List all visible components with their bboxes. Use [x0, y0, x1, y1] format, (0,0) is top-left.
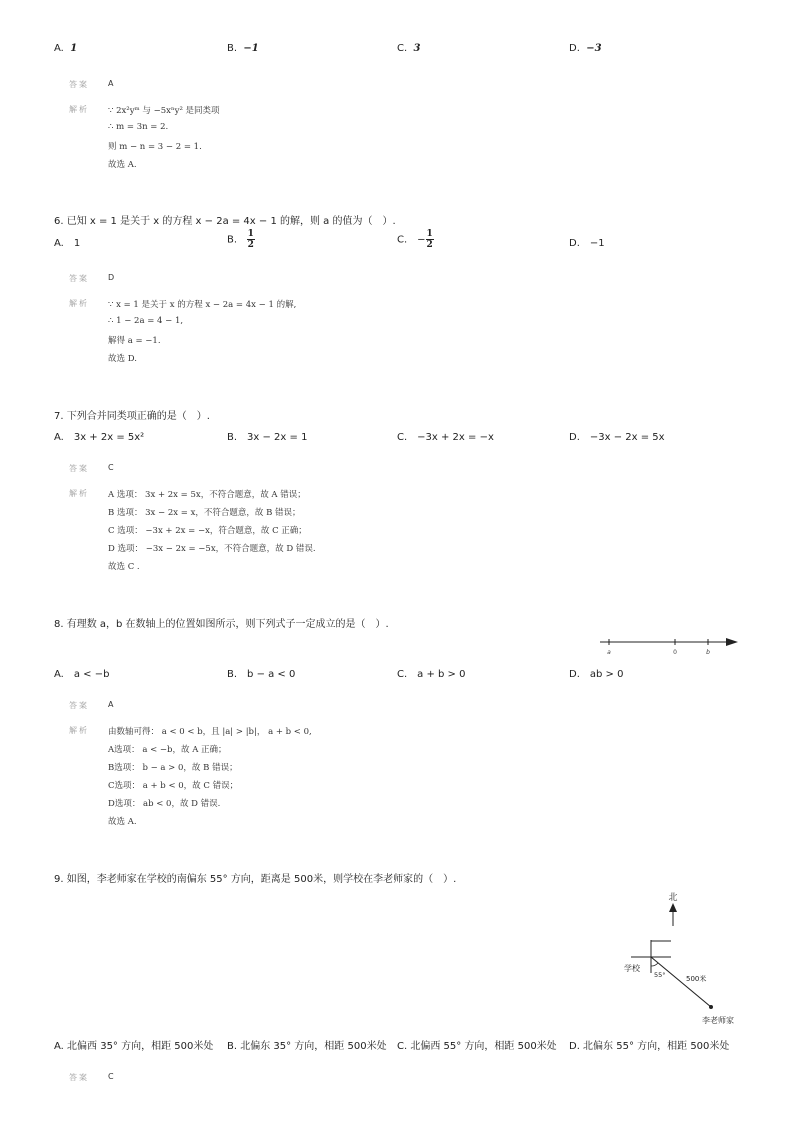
north-label: 北 [668, 893, 678, 903]
q6-answer-label: 答案 [69, 274, 89, 283]
q6-option-a: A. 1 [54, 238, 81, 249]
q7-answer-label: 答案 [69, 464, 89, 473]
q7-question: 7. 下列合并同类项正确的是（ ）. [54, 411, 210, 422]
q6-option-c-fraction: $\frac{1}{2}$ [426, 229, 433, 250]
q7-analysis-line: 故选 C . [108, 562, 140, 572]
q5-analysis-line: ∴ m = 3n = 2. [108, 122, 169, 132]
q5-option-d: D. −3 [569, 43, 602, 54]
q5-option-c: C. 3 [397, 43, 421, 54]
q9-option-c: C. 北偏西 55° 方向，相距 500米处 [397, 1041, 557, 1052]
q6-option-b: B. $\frac{1}{2}$ [227, 229, 254, 250]
q6-answer: D [108, 273, 115, 282]
q5-option-b: B. −1 [227, 43, 259, 54]
q6-question: 6. 已知 x = 1 是关于 x 的方程 x − 2a = 4x − 1 的解，则 a 的值为（ ）. [54, 216, 396, 227]
number-line-label-zero: 0 [673, 649, 677, 656]
q8-question: 8. 有理数 a，b 在数轴上的位置如图所示，则下列式子一定成立的是（ ）. [54, 619, 389, 630]
number-line-label-b: b [706, 649, 710, 656]
q9-question: 9. 如图，李老师家在学校的南偏东 55° 方向，距离是 500米，则学校在李老师家的（ ）. [54, 874, 457, 885]
q7-analysis-line: A 选项： 3x + 2x = 5x，不符合题意，故 A 错误； [108, 490, 306, 500]
q6-analysis-line: ∵ x = 1 是关于 x 的方程 x − 2a = 4x − 1 的解, [108, 300, 297, 310]
q8-option-a: A. a < −b [54, 669, 110, 680]
q7-option-a: A. 3x + 2x = 5x² [54, 432, 145, 443]
school-label: 学校 [624, 964, 640, 973]
q8-option-b: B. b − a < 0 [227, 669, 296, 680]
q6-option-c: C. − $\frac{1}{2}$ [397, 229, 433, 250]
q6-option-b-fraction: $\frac{1}{2}$ [247, 229, 254, 250]
q9-answer-label: 答案 [69, 1073, 89, 1082]
q9-option-d: D. 北偏东 55° 方向，相距 500米处 [569, 1041, 730, 1052]
q7-analysis-line: C 选项： −3x + 2x = −x，符合题意，故 C 正确； [108, 526, 307, 536]
q8-analysis-line: 故选 A. [108, 817, 137, 827]
q7-analysis-label: 解析 [69, 489, 89, 498]
north-arrow-icon [669, 903, 677, 912]
q5-analysis-line: 则 m − n = 3 − 2 = 1. [108, 142, 202, 152]
q9-answer: C [108, 1072, 114, 1081]
q9-option-b: B. 北偏东 35° 方向，相距 500米处 [227, 1041, 387, 1052]
q8-analysis-line: B选项： b − a > 0，故 B 错误； [108, 763, 238, 773]
q6-analysis-label: 解析 [69, 299, 89, 308]
number-line-label-a: a [607, 649, 611, 656]
q8-option-c: C. a + b > 0 [397, 669, 466, 680]
q8-answer-label: 答案 [69, 701, 89, 710]
q9-option-a: A. 北偏西 35° 方向，相距 500米处 [54, 1041, 214, 1052]
q7-option-d: D. −3x − 2x = 5x [569, 432, 665, 443]
q5-analysis-label: 解析 [69, 105, 89, 114]
q6-analysis-line: 故选 D. [108, 354, 137, 364]
q6-option-d: D. −1 [569, 238, 605, 249]
q6-analysis-line: ∴ 1 − 2a = 4 − 1, [108, 316, 184, 326]
q7-option-b: B. 3x − 2x = 1 [227, 432, 308, 443]
q5-analysis-line: ∵ 2x²yᵐ 与 −5xⁿy² 是同类项 [108, 106, 220, 116]
q6-analysis-line: 解得 a = −1. [108, 336, 161, 346]
q8-analysis-line: 由数轴可得： a < 0 < b，且 |a| > |b|， a + b < 0, [108, 727, 312, 737]
q5-option-a: A. 1 [54, 43, 78, 54]
q7-option-c: C. −3x + 2x = −x [397, 432, 494, 443]
q5-analysis-line: 故选 A. [108, 160, 137, 170]
q8-analysis-label: 解析 [69, 726, 89, 735]
distance-label: 500米 [686, 975, 707, 983]
q8-analysis-line: C选项： a + b < 0，故 C 错误； [108, 781, 239, 791]
q7-answer: C [108, 463, 114, 472]
q5-answer: A [108, 79, 114, 88]
direction-diagram [612, 888, 752, 1030]
number-line [596, 634, 742, 656]
q8-answer: A [108, 700, 114, 709]
q7-analysis-line: B 选项： 3x − 2x = x，不符合题意，故 B 错误； [108, 508, 301, 518]
q5-answer-label: 答案 [69, 80, 89, 89]
q8-analysis-line: D选项： ab < 0，故 D 错误. [108, 799, 221, 809]
home-label: 李老师家 [702, 1016, 734, 1025]
q8-option-d: D. ab > 0 [569, 669, 624, 680]
q7-analysis-line: D 选项： −3x − 2x = −5x，不符合题意，故 D 错误. [108, 544, 316, 554]
q8-analysis-line: A选项： a < −b，故 A 正确； [108, 745, 227, 755]
angle-label: 55° [654, 971, 666, 979]
